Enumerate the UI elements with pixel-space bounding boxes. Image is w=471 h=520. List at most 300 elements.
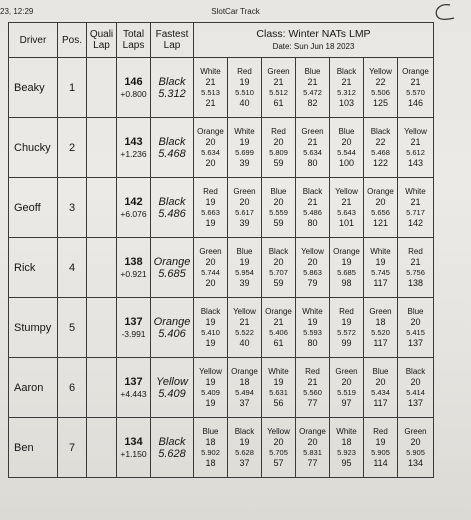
heat-time: 5.506 <box>371 87 390 97</box>
heat-cumulative: 137 <box>407 398 424 408</box>
heat-lane-color: Black <box>370 126 391 136</box>
heat-lane-color: Black <box>234 426 255 436</box>
heat-cell <box>194 178 228 238</box>
status-bar <box>0 4 471 18</box>
heat-cumulative: 40 <box>239 98 250 108</box>
heat-cumulative: 117 <box>373 398 388 408</box>
heat-cell <box>262 418 296 478</box>
heat-laps: 21 <box>307 77 318 87</box>
heat-cell <box>228 238 262 298</box>
heat-laps: 21 <box>307 377 318 387</box>
heat-cell <box>228 58 262 118</box>
gap-time: +0.921 <box>120 269 147 279</box>
quali-lap-cell <box>87 358 117 418</box>
heat-cell <box>364 58 398 118</box>
heat-cumulative: 143 <box>407 158 424 168</box>
heat-lane-color: Blue <box>304 66 321 76</box>
heat-time: 5.923 <box>337 447 356 457</box>
heat-cell <box>398 58 434 118</box>
pen-mark <box>428 2 460 24</box>
heat-cell <box>262 358 296 418</box>
heat-cell <box>194 418 228 478</box>
total-laps: 142 <box>124 196 143 208</box>
heat-time: 5.902 <box>201 447 220 457</box>
heat-cell <box>330 178 364 238</box>
heat-time: 5.510 <box>235 87 254 97</box>
quali-lap-cell <box>87 58 117 118</box>
heat-time: 5.434 <box>371 387 390 397</box>
heat-time: 5.634 <box>201 147 220 157</box>
heat-cell <box>262 178 296 238</box>
heat-cumulative: 137 <box>407 338 424 348</box>
heat-laps: 20 <box>273 197 284 207</box>
heat-time: 5.593 <box>303 327 322 337</box>
quali-lap-cell <box>87 238 117 298</box>
heat-cell <box>194 58 228 118</box>
heat-laps: 21 <box>410 77 421 87</box>
fastest-lap-cell <box>151 238 194 298</box>
heat-laps: 19 <box>273 377 284 387</box>
heat-lane-color: Blue <box>338 126 355 136</box>
heat-laps: 19 <box>239 257 250 267</box>
heat-cell <box>364 238 398 298</box>
heat-time: 5.744 <box>201 267 220 277</box>
heat-time: 5.628 <box>235 447 254 457</box>
heat-laps: 22 <box>375 77 386 87</box>
heat-cell <box>228 178 262 238</box>
heat-laps: 21 <box>410 197 421 207</box>
heat-cumulative: 98 <box>341 278 352 288</box>
heat-laps: 19 <box>239 77 250 87</box>
heat-cumulative: 82 <box>307 98 318 108</box>
heat-laps: 20 <box>239 197 250 207</box>
heat-time: 5.631 <box>269 387 288 397</box>
heat-lane-color: Green <box>404 426 427 436</box>
heat-laps: 19 <box>205 377 216 387</box>
heat-laps: 21 <box>205 77 216 87</box>
heat-cumulative: 21 <box>205 98 216 108</box>
table-row <box>9 298 434 358</box>
driver-cell: Beaky <box>9 58 58 118</box>
heat-laps: 20 <box>273 137 284 147</box>
heat-laps: 19 <box>239 137 250 147</box>
class-title: Class: Winter NATs LMP <box>256 27 371 40</box>
heat-time: 5.414 <box>406 387 425 397</box>
heat-cell <box>296 178 330 238</box>
heat-time: 5.656 <box>371 207 390 217</box>
fastest-lap-cell <box>151 118 194 178</box>
header-quali-lap: Quali Lap <box>87 23 117 58</box>
heat-cumulative: 99 <box>341 338 352 348</box>
heat-lane-color: Black <box>268 246 289 256</box>
heat-lane-color: White <box>302 306 323 316</box>
heat-laps: 21 <box>273 317 284 327</box>
heat-cumulative: 79 <box>307 278 318 288</box>
heat-lane-color: Orange <box>197 126 224 136</box>
heat-cumulative: 19 <box>205 398 216 408</box>
heat-laps: 21 <box>307 137 318 147</box>
heat-time: 5.544 <box>337 147 356 157</box>
heat-time: 5.486 <box>303 207 322 217</box>
heat-time: 5.559 <box>269 207 288 217</box>
driver-cell: Chucky <box>9 118 58 178</box>
gap-time: +0.800 <box>120 89 147 99</box>
fastest-lane-color: Orange <box>153 255 191 268</box>
heat-time: 5.699 <box>235 147 254 157</box>
driver-cell: Stumpy <box>9 298 58 358</box>
heat-laps: 21 <box>341 197 352 207</box>
table-row <box>9 118 434 178</box>
heat-time: 5.707 <box>269 267 288 277</box>
fastest-lane-color: Yellow <box>156 375 188 388</box>
heat-cell <box>296 418 330 478</box>
heat-lane-color: White <box>268 366 289 376</box>
total-laps: 138 <box>124 256 143 268</box>
results-table <box>8 22 434 478</box>
heat-time: 5.520 <box>371 327 390 337</box>
heat-time: 5.705 <box>269 447 288 457</box>
heat-time: 5.513 <box>201 87 220 97</box>
heat-cumulative: 95 <box>341 458 352 468</box>
heat-lane-color: Orange <box>265 306 292 316</box>
heat-time: 5.685 <box>337 267 356 277</box>
fastest-lane-color: Black <box>158 195 186 208</box>
total-laps: 143 <box>124 136 143 148</box>
heat-cumulative: 57 <box>273 458 284 468</box>
heat-lane-color: Green <box>335 366 358 376</box>
heat-laps: 20 <box>273 437 284 447</box>
heat-laps: 20 <box>273 257 284 267</box>
heat-cumulative: 138 <box>407 278 424 288</box>
heat-cell <box>398 358 434 418</box>
heat-time: 5.572 <box>337 327 356 337</box>
heat-lane-color: Yellow <box>233 306 256 316</box>
heat-cell <box>228 298 262 358</box>
heat-cumulative: 39 <box>239 158 250 168</box>
heat-time: 5.468 <box>371 147 390 157</box>
heat-time: 5.522 <box>235 327 254 337</box>
heat-cumulative: 121 <box>372 218 389 228</box>
position-cell: 1 <box>58 58 87 118</box>
heat-laps: 19 <box>307 317 318 327</box>
fastest-lap-cell <box>151 358 194 418</box>
heat-laps: 20 <box>410 377 421 387</box>
heat-laps: 19 <box>341 257 352 267</box>
heat-laps: 21 <box>273 77 284 87</box>
heat-lane-color: Blue <box>236 246 253 256</box>
heat-lane-color: Blue <box>270 186 287 196</box>
heat-laps: 20 <box>410 317 421 327</box>
total-laps: 146 <box>124 76 143 88</box>
heat-time: 5.663 <box>201 207 220 217</box>
heat-cumulative: 61 <box>273 338 284 348</box>
heat-lane-color: Black <box>200 306 221 316</box>
heat-laps: 21 <box>341 77 352 87</box>
gap-time: +6.076 <box>120 209 147 219</box>
heat-cumulative: 77 <box>307 458 318 468</box>
heat-laps: 18 <box>341 437 352 447</box>
heat-cumulative: 61 <box>273 98 284 108</box>
heat-lane-color: Red <box>203 186 218 196</box>
table-row <box>9 238 434 298</box>
heat-cell <box>228 118 262 178</box>
heat-laps: 18 <box>205 437 216 447</box>
class-date: Date: Sun Jun 18 2023 <box>272 41 355 51</box>
heat-lane-color: Blue <box>372 366 389 376</box>
heat-lane-color: Yellow <box>335 186 358 196</box>
total-laps-cell <box>117 298 151 358</box>
heat-time: 5.863 <box>303 267 322 277</box>
header-pos: Pos. <box>58 23 87 58</box>
heat-lane-color: Yellow <box>369 66 392 76</box>
heat-cell <box>398 238 434 298</box>
heat-cell <box>364 298 398 358</box>
heat-time: 5.831 <box>303 447 322 457</box>
gap-time: +4.443 <box>120 389 147 399</box>
heat-laps: 21 <box>307 197 318 207</box>
heat-laps: 20 <box>205 137 216 147</box>
heat-time: 5.512 <box>269 87 288 97</box>
heat-laps: 21 <box>239 317 250 327</box>
heat-laps: 19 <box>239 437 250 447</box>
header-row <box>9 23 434 58</box>
heat-laps: 19 <box>341 317 352 327</box>
heat-cell <box>364 418 398 478</box>
total-laps: 137 <box>124 316 143 328</box>
heat-cell <box>330 238 364 298</box>
heat-time: 5.634 <box>303 147 322 157</box>
heat-cumulative: 125 <box>372 98 389 108</box>
heat-laps: 19 <box>375 257 386 267</box>
quali-lap-cell <box>87 418 117 478</box>
heat-lane-color: Green <box>233 186 256 196</box>
heat-cell <box>330 58 364 118</box>
heat-laps: 19 <box>205 317 216 327</box>
heat-time: 5.406 <box>269 327 288 337</box>
heat-laps: 19 <box>375 437 386 447</box>
heat-lane-color: Green <box>369 306 392 316</box>
heat-cumulative: 20 <box>205 278 216 288</box>
gap-time: -3.991 <box>121 329 146 339</box>
heat-cell <box>398 118 434 178</box>
heat-time: 5.905 <box>406 447 425 457</box>
driver-cell: Aaron <box>9 358 58 418</box>
heat-cumulative: 103 <box>338 98 355 108</box>
heat-lane-color: Black <box>405 366 426 376</box>
heat-laps: 20 <box>341 377 352 387</box>
heat-cell <box>194 118 228 178</box>
heat-laps: 20 <box>410 437 421 447</box>
heat-lane-color: Blue <box>202 426 219 436</box>
gap-time: +1.150 <box>120 449 147 459</box>
heat-time: 5.410 <box>201 327 220 337</box>
header-fastest-lap: Fastest Lap <box>151 23 194 58</box>
heat-cell <box>330 358 364 418</box>
total-laps-cell <box>117 178 151 238</box>
fastest-lap-time: 5.409 <box>158 387 186 400</box>
heat-lane-color: White <box>405 186 426 196</box>
heat-time: 5.745 <box>371 267 390 277</box>
heat-time: 5.717 <box>406 207 425 217</box>
heat-time: 5.519 <box>337 387 356 397</box>
heat-laps: 20 <box>307 437 318 447</box>
heat-laps: 20 <box>375 377 386 387</box>
heat-lane-color: Green <box>267 66 290 76</box>
heat-cumulative: 39 <box>239 278 250 288</box>
heat-cumulative: 59 <box>273 278 284 288</box>
fastest-lap-time: 5.628 <box>158 447 186 460</box>
heat-cumulative: 20 <box>205 158 216 168</box>
heat-time: 5.809 <box>269 147 288 157</box>
heat-lane-color: Yellow <box>199 366 222 376</box>
heat-laps: 18 <box>239 377 250 387</box>
heat-lane-color: Red <box>305 366 320 376</box>
heat-cumulative: 117 <box>373 338 388 348</box>
heat-cumulative: 77 <box>307 398 318 408</box>
heat-time: 5.570 <box>406 87 425 97</box>
quali-lap-cell <box>87 178 117 238</box>
heat-cell <box>398 298 434 358</box>
position-cell: 2 <box>58 118 87 178</box>
table-row <box>9 358 434 418</box>
header-total-laps: Total Laps <box>117 23 151 58</box>
heat-cell <box>194 358 228 418</box>
heat-cell <box>398 418 434 478</box>
heat-cell <box>296 358 330 418</box>
heat-cumulative: 59 <box>273 218 284 228</box>
heat-lane-color: Yellow <box>301 246 324 256</box>
heat-cumulative: 101 <box>338 218 355 228</box>
heat-cumulative: 18 <box>205 458 216 468</box>
table-row <box>9 58 434 118</box>
driver-cell: Ben <box>9 418 58 478</box>
heat-cell <box>296 118 330 178</box>
heat-cumulative: 39 <box>239 218 250 228</box>
heat-lane-color: Green <box>301 126 324 136</box>
heat-lane-color: Yellow <box>267 426 290 436</box>
table-row <box>9 178 434 238</box>
position-cell: 4 <box>58 238 87 298</box>
total-laps-cell <box>117 118 151 178</box>
heat-lane-color: Green <box>199 246 222 256</box>
heat-time: 5.954 <box>235 267 254 277</box>
position-cell: 6 <box>58 358 87 418</box>
heat-laps: 21 <box>410 137 421 147</box>
heat-cell <box>330 118 364 178</box>
heat-cell <box>228 418 262 478</box>
fastest-lane-color: Orange <box>153 315 191 328</box>
position-cell: 3 <box>58 178 87 238</box>
heat-cell <box>262 298 296 358</box>
heat-cumulative: 19 <box>205 218 216 228</box>
quali-lap-cell <box>87 118 117 178</box>
total-laps: 137 <box>124 376 143 388</box>
heat-cell <box>398 178 434 238</box>
heat-cumulative: 19 <box>205 338 216 348</box>
heat-lane-color: White <box>370 246 391 256</box>
total-laps-cell <box>117 418 151 478</box>
heat-cumulative: 100 <box>338 158 355 168</box>
heat-cell <box>296 58 330 118</box>
total-laps-cell <box>117 238 151 298</box>
total-laps-cell <box>117 58 151 118</box>
heat-time: 5.472 <box>303 87 322 97</box>
heat-cell <box>262 118 296 178</box>
heat-cumulative: 40 <box>239 338 250 348</box>
heat-cumulative: 97 <box>341 398 352 408</box>
heat-cell <box>330 418 364 478</box>
heat-laps: 18 <box>375 317 386 327</box>
fastest-lap-cell <box>151 298 194 358</box>
fastest-lap-time: 5.312 <box>158 87 186 100</box>
heat-cell <box>296 298 330 358</box>
heat-time: 5.494 <box>235 387 254 397</box>
heat-lane-color: White <box>234 126 255 136</box>
heat-laps: 20 <box>205 257 216 267</box>
heat-lane-color: Orange <box>231 366 258 376</box>
heat-time: 5.415 <box>406 327 425 337</box>
heat-cumulative: 134 <box>407 458 424 468</box>
heat-lane-color: Yellow <box>404 126 427 136</box>
heat-lane-color: Blue <box>407 306 424 316</box>
gap-time: +1.236 <box>120 149 147 159</box>
heat-lane-color: Orange <box>299 426 326 436</box>
driver-cell: Geoff <box>9 178 58 238</box>
heat-time: 5.312 <box>337 87 356 97</box>
heat-cumulative: 122 <box>372 158 389 168</box>
heat-cumulative: 146 <box>407 98 424 108</box>
heat-cell <box>262 238 296 298</box>
heat-time: 5.612 <box>406 147 425 157</box>
heat-lane-color: White <box>336 426 357 436</box>
heat-time: 5.560 <box>303 387 322 397</box>
heat-cell <box>364 358 398 418</box>
heat-lane-color: Black <box>302 186 323 196</box>
heat-laps: 20 <box>341 137 352 147</box>
fastest-lane-color: Black <box>158 135 186 148</box>
quali-lap-cell <box>87 298 117 358</box>
heat-cell <box>228 358 262 418</box>
status-time: 23, 12:29 <box>0 7 34 16</box>
heat-cell <box>194 298 228 358</box>
fastest-lap-cell <box>151 58 194 118</box>
app-title: SlotCar Track <box>211 7 260 16</box>
heat-cell <box>330 298 364 358</box>
header-driver: Driver <box>9 23 58 58</box>
heat-lane-color: White <box>200 66 221 76</box>
total-laps-cell <box>117 358 151 418</box>
heat-laps: 20 <box>307 257 318 267</box>
heat-cumulative: 114 <box>373 458 388 468</box>
heat-lane-color: Red <box>339 306 354 316</box>
class-header <box>194 23 434 58</box>
heat-cumulative: 59 <box>273 158 284 168</box>
fastest-lap-time: 5.468 <box>158 147 186 160</box>
heat-cumulative: 37 <box>239 398 250 408</box>
heat-lane-color: Red <box>237 66 252 76</box>
total-laps: 134 <box>124 436 143 448</box>
position-cell: 5 <box>58 298 87 358</box>
heat-time: 5.643 <box>337 207 356 217</box>
fastest-lap-time: 5.406 <box>158 327 186 340</box>
fastest-lap-time: 5.685 <box>158 267 186 280</box>
heat-lane-color: Red <box>373 426 388 436</box>
heat-cumulative: 37 <box>239 458 250 468</box>
fastest-lane-color: Black <box>158 75 186 88</box>
heat-lane-color: Orange <box>367 186 394 196</box>
heat-lane-color: Red <box>271 126 286 136</box>
heat-time: 5.617 <box>235 207 254 217</box>
